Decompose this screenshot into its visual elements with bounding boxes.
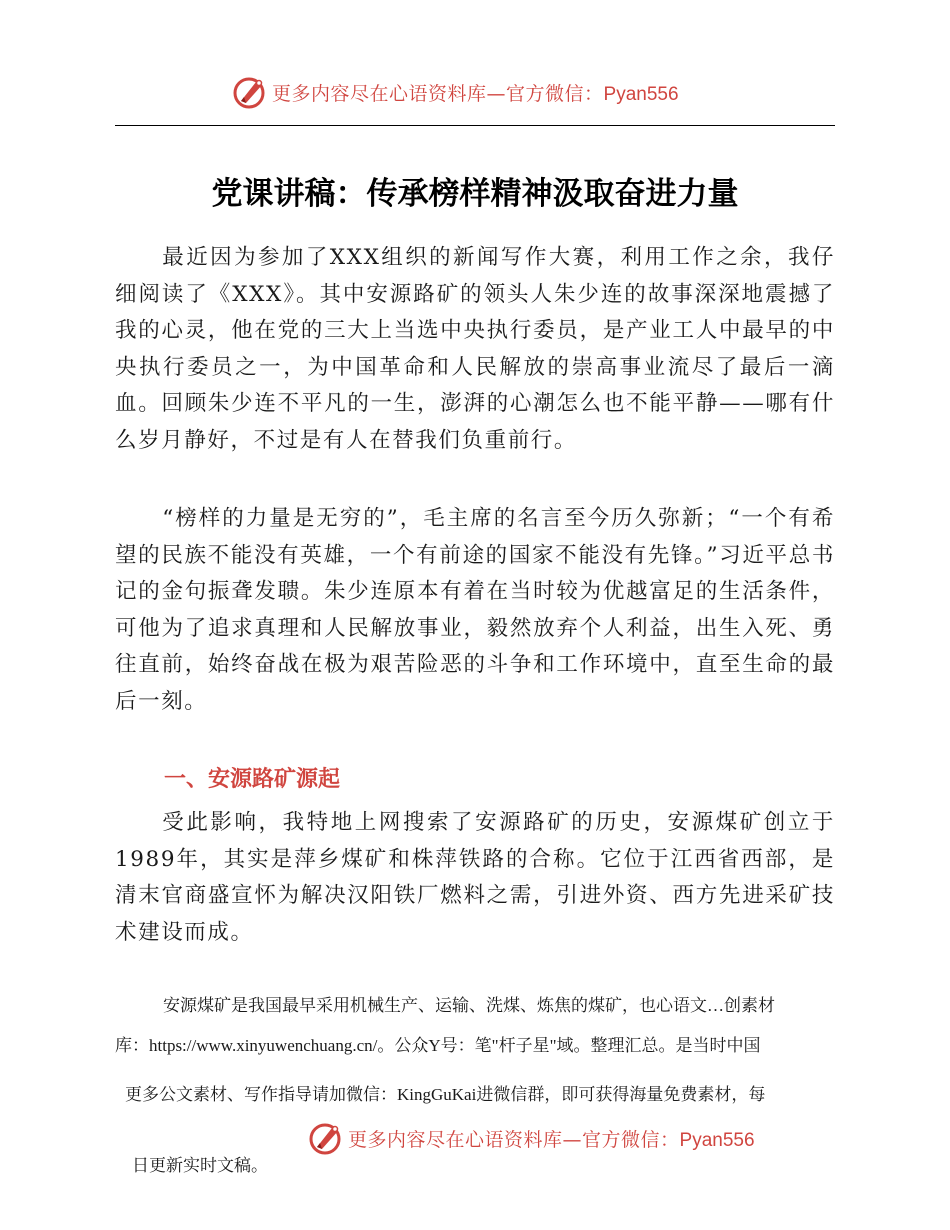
- header-banner: [232, 72, 712, 112]
- header-banner-text: 更多内容尽在心语资料库—官方微信：Pyan556: [272, 82, 679, 105]
- note-line-1: 安源煤矿是我国最早采用机械生产、运输、洗煤、炼焦的煤矿，也心语文…创素材: [163, 996, 775, 1015]
- page-title: 党课讲稿：传承榜样精神汲取奋进力量: [211, 176, 739, 212]
- section-heading: 一、安源路矿源起: [164, 767, 341, 792]
- pen-logo-icon: [308, 1120, 344, 1156]
- watermark-note-block: [115, 986, 835, 1066]
- section-paragraph: 受此影响，我特地上网搜索了安源路矿的历史，安源煤矿创立于1989年，其实是萍乡煤矿和株萍铁路的合称。它位于江西省西部，是清末官商盛宣怀为解决汉阳铁厂燃料之需，引进外资、西方先进采矿技术建设而成。: [115, 810, 835, 945]
- footer-banner-text: 更多内容尽在心语资料库—官方微信：Pyan556: [348, 1128, 755, 1151]
- promo-note: [115, 1077, 835, 1113]
- body-paragraph-2: “榜样的力量是无穷的”，毛主席的名言至今历久弥新；“一个有希望的民族不能没有英雄，一个有前途的国家不能没有先锋。”习近平总书记的金句振聋发聩。朱少连原本有着在当时较为优越富足的生活条件，可他为了追求真理和人民解放事业，毅然放弃个人利益，出生入死、勇往直前，始终奋战在极为艰苦险恶的斗争和工作环境中，直至生命的最后一刻。: [115, 506, 835, 714]
- body-paragraph-1: 最近因为参加了XXX组织的新闻写作大赛，利用工作之余，我仔细阅读了《XXX》。其中安源路矿的领头人朱少连的故事深深地震撼了我的心灵，他在党的三大上当选中央执行委员，是产业工人中最早的中央执行委员之一，为中国革命和人民解放的崇高事业流尽了最后一滴血。回顾朱少连不平凡的一生，澎湃的心潮怎么也不能平静——哪有什么岁月静好，不过是有人在替我们负重前行。: [115, 245, 835, 453]
- closing-note: [132, 1152, 432, 1180]
- pen-logo-icon: [232, 74, 268, 110]
- note-line-3: 更多公文素材、写作指导请加微信：KingGuKai进微信群，即可获得海量免费素材，每: [125, 1085, 766, 1104]
- header-divider: [115, 125, 835, 126]
- note-line-2: 库：https://www.xinyuwenchuang.cn/。公众Y号：笔"杆子星"域。整理汇总。是当时中国: [115, 1036, 761, 1055]
- note-line-4: 日更新实时文稿。: [132, 1156, 268, 1175]
